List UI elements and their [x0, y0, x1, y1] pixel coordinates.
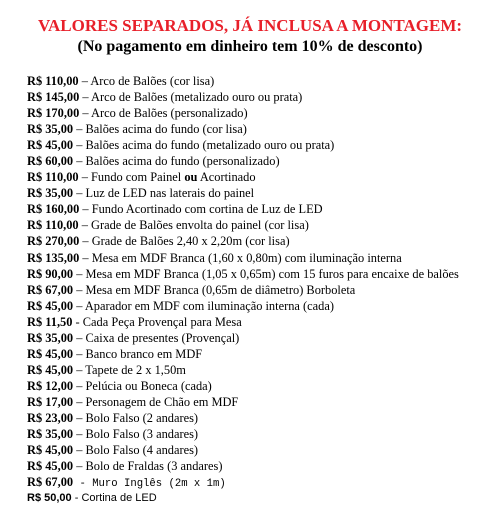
price-list-item [27, 490, 497, 506]
item-description: Mesa em MDF Branca (1,05 x 0,65m) com 15 furos para encaixe de balões [85, 266, 459, 281]
item-separator: – [79, 234, 92, 249]
item-price: R$ 35,00 [27, 427, 74, 442]
item-description: Arco de Balões (cor lisa) [90, 74, 215, 88]
item-price: R$ 17,00 [27, 394, 74, 409]
item-price: R$ 270,00 [27, 234, 80, 249]
item-description: Fundo com Painel [91, 170, 185, 185]
item-description: Banco branco em MDF [85, 346, 203, 361]
price-list [27, 73, 497, 506]
item-separator: – [79, 90, 92, 105]
item-separator: – [73, 346, 86, 361]
price-list-item [27, 474, 497, 490]
price-list-item [27, 346, 497, 362]
item-separator: – [78, 218, 92, 233]
price-list-item [27, 201, 497, 217]
item-price: R$ 160,00 [27, 202, 80, 217]
item-separator: - [72, 314, 83, 329]
item-separator: – [73, 186, 86, 201]
item-separator: – [73, 378, 86, 393]
price-list-item [27, 442, 497, 458]
price-list-item [27, 89, 497, 105]
price-list-item [27, 185, 497, 201]
item-separator: – [79, 250, 92, 265]
price-list-item [27, 378, 497, 394]
item-description-emphasis: ou [184, 170, 198, 185]
item-description: Fundo Acortinado com cortina de Luz de LED [91, 202, 323, 217]
item-separator: – [79, 106, 92, 121]
item-description: Arco de Balões (personalizado) [91, 106, 248, 121]
item-description: Grade de Balões envolta do painel (cor lisa) [91, 218, 309, 233]
item-description: Mesa em MDF Branca (1,60 x 0,80m) com iluminação interna [91, 250, 402, 265]
item-price: R$ 45,00 [27, 362, 74, 377]
price-list-item [27, 282, 497, 298]
item-description: Balões acima do fundo (personalizado) [85, 154, 280, 169]
item-separator: – [73, 138, 86, 153]
price-list-item [27, 298, 497, 314]
item-price: R$ 11,50 [27, 314, 73, 329]
item-description: Balões acima do fundo (metalizado ouro ou prata) [85, 138, 335, 153]
price-list-item [27, 121, 497, 137]
document-subtitle: (No pagamento em dinheiro tem 10% de desconto) [77, 38, 423, 55]
item-separator: – [73, 282, 86, 297]
item-price: R$ 45,00 [27, 298, 74, 313]
item-separator: – [79, 202, 92, 217]
price-list-item [27, 394, 497, 410]
item-price: R$ 110,00 [27, 218, 79, 233]
item-separator: – [73, 362, 86, 377]
item-price: R$ 45,00 [27, 346, 74, 361]
item-price: R$ 110,00 [27, 74, 79, 88]
item-price: R$ 135,00 [27, 250, 80, 265]
item-price: R$ 60,00 [27, 154, 74, 169]
item-separator: – [73, 394, 86, 409]
item-separator: – [73, 427, 86, 442]
item-separator: – [73, 410, 86, 425]
item-separator: – [78, 170, 92, 185]
item-description: Caixa de presentes (Provençal) [85, 330, 240, 345]
item-price: R$ 35,00 [27, 122, 74, 137]
item-description: Luz de LED nas laterais do painel [85, 186, 255, 201]
item-description: Personagem de Chão em MDF [85, 394, 239, 409]
price-list-item [27, 217, 497, 233]
item-separator: – [73, 298, 85, 313]
item-description: Grade de Balões 2,40 x 2,20m (cor lisa) [91, 234, 290, 249]
item-description: Pelúcia ou Boneca (cada) [85, 378, 212, 393]
item-price: R$ 35,00 [27, 330, 74, 345]
price-list-item [27, 153, 497, 169]
item-description: Arco de Balões (metalizado ouro ou prata) [91, 90, 303, 105]
item-price: R$ 90,00 [27, 266, 74, 281]
item-separator: – [73, 443, 86, 458]
item-price: R$ 45,00 [27, 138, 74, 153]
price-list-item [27, 250, 497, 266]
document-title: VALORES SEPARADOS, JÁ INCLUSA A MONTAGEM: [37, 16, 463, 35]
item-description: Cortina de LED [81, 492, 157, 505]
item-price: R$ 145,00 [27, 90, 80, 105]
item-price: R$ 67,00 [27, 282, 74, 297]
item-description: Bolo Falso (3 andares) [85, 427, 199, 442]
item-description: Cada Peça Provençal para Mesa [82, 314, 242, 329]
price-list-item [27, 330, 497, 346]
item-separator: - [71, 492, 82, 505]
item-separator: - [73, 478, 93, 491]
item-price: R$ 35,00 [27, 186, 74, 201]
item-description: Mesa em MDF Branca (0,65m de diâmetro) Borboleta [85, 282, 356, 297]
item-price: R$ 12,00 [27, 378, 74, 393]
item-separator: – [73, 330, 86, 345]
item-separator: – [73, 122, 86, 137]
item-description: Muro Inglês (2m x 1m) [92, 478, 226, 491]
item-separator: – [78, 74, 91, 88]
item-price: R$ 67,00 [27, 475, 74, 490]
price-list-item [27, 73, 497, 89]
price-list-item [27, 105, 497, 121]
item-description: Aparador em MDF com iluminação interna (cada) [84, 298, 334, 313]
item-separator: – [73, 459, 86, 474]
item-price: R$ 110,00 [27, 170, 79, 185]
item-separator: – [73, 266, 86, 281]
price-list-item [27, 362, 497, 378]
item-price: R$ 50,00 [27, 492, 72, 505]
item-price: R$ 45,00 [27, 443, 74, 458]
item-price: R$ 23,00 [27, 410, 74, 425]
price-list-item [27, 169, 497, 185]
price-list-item [27, 233, 497, 249]
price-list-item [27, 426, 497, 442]
item-description: Bolo de Fraldas (3 andares) [85, 459, 223, 474]
item-price: R$ 45,00 [27, 459, 74, 474]
item-description: Tapete de 2 x 1,50m [85, 362, 186, 377]
item-description: Balões acima do fundo (cor lisa) [85, 122, 247, 137]
item-description-rest: Acortinado [197, 170, 256, 185]
price-list-item [27, 410, 497, 426]
item-separator: – [73, 154, 86, 169]
item-description: Bolo Falso (2 andares) [85, 410, 199, 425]
price-list-item [27, 314, 497, 330]
price-list-item [27, 266, 497, 282]
item-price: R$ 170,00 [27, 106, 80, 121]
item-description: Bolo Falso (4 andares) [85, 443, 199, 458]
price-list-item [27, 458, 497, 474]
price-list-item [27, 137, 497, 153]
